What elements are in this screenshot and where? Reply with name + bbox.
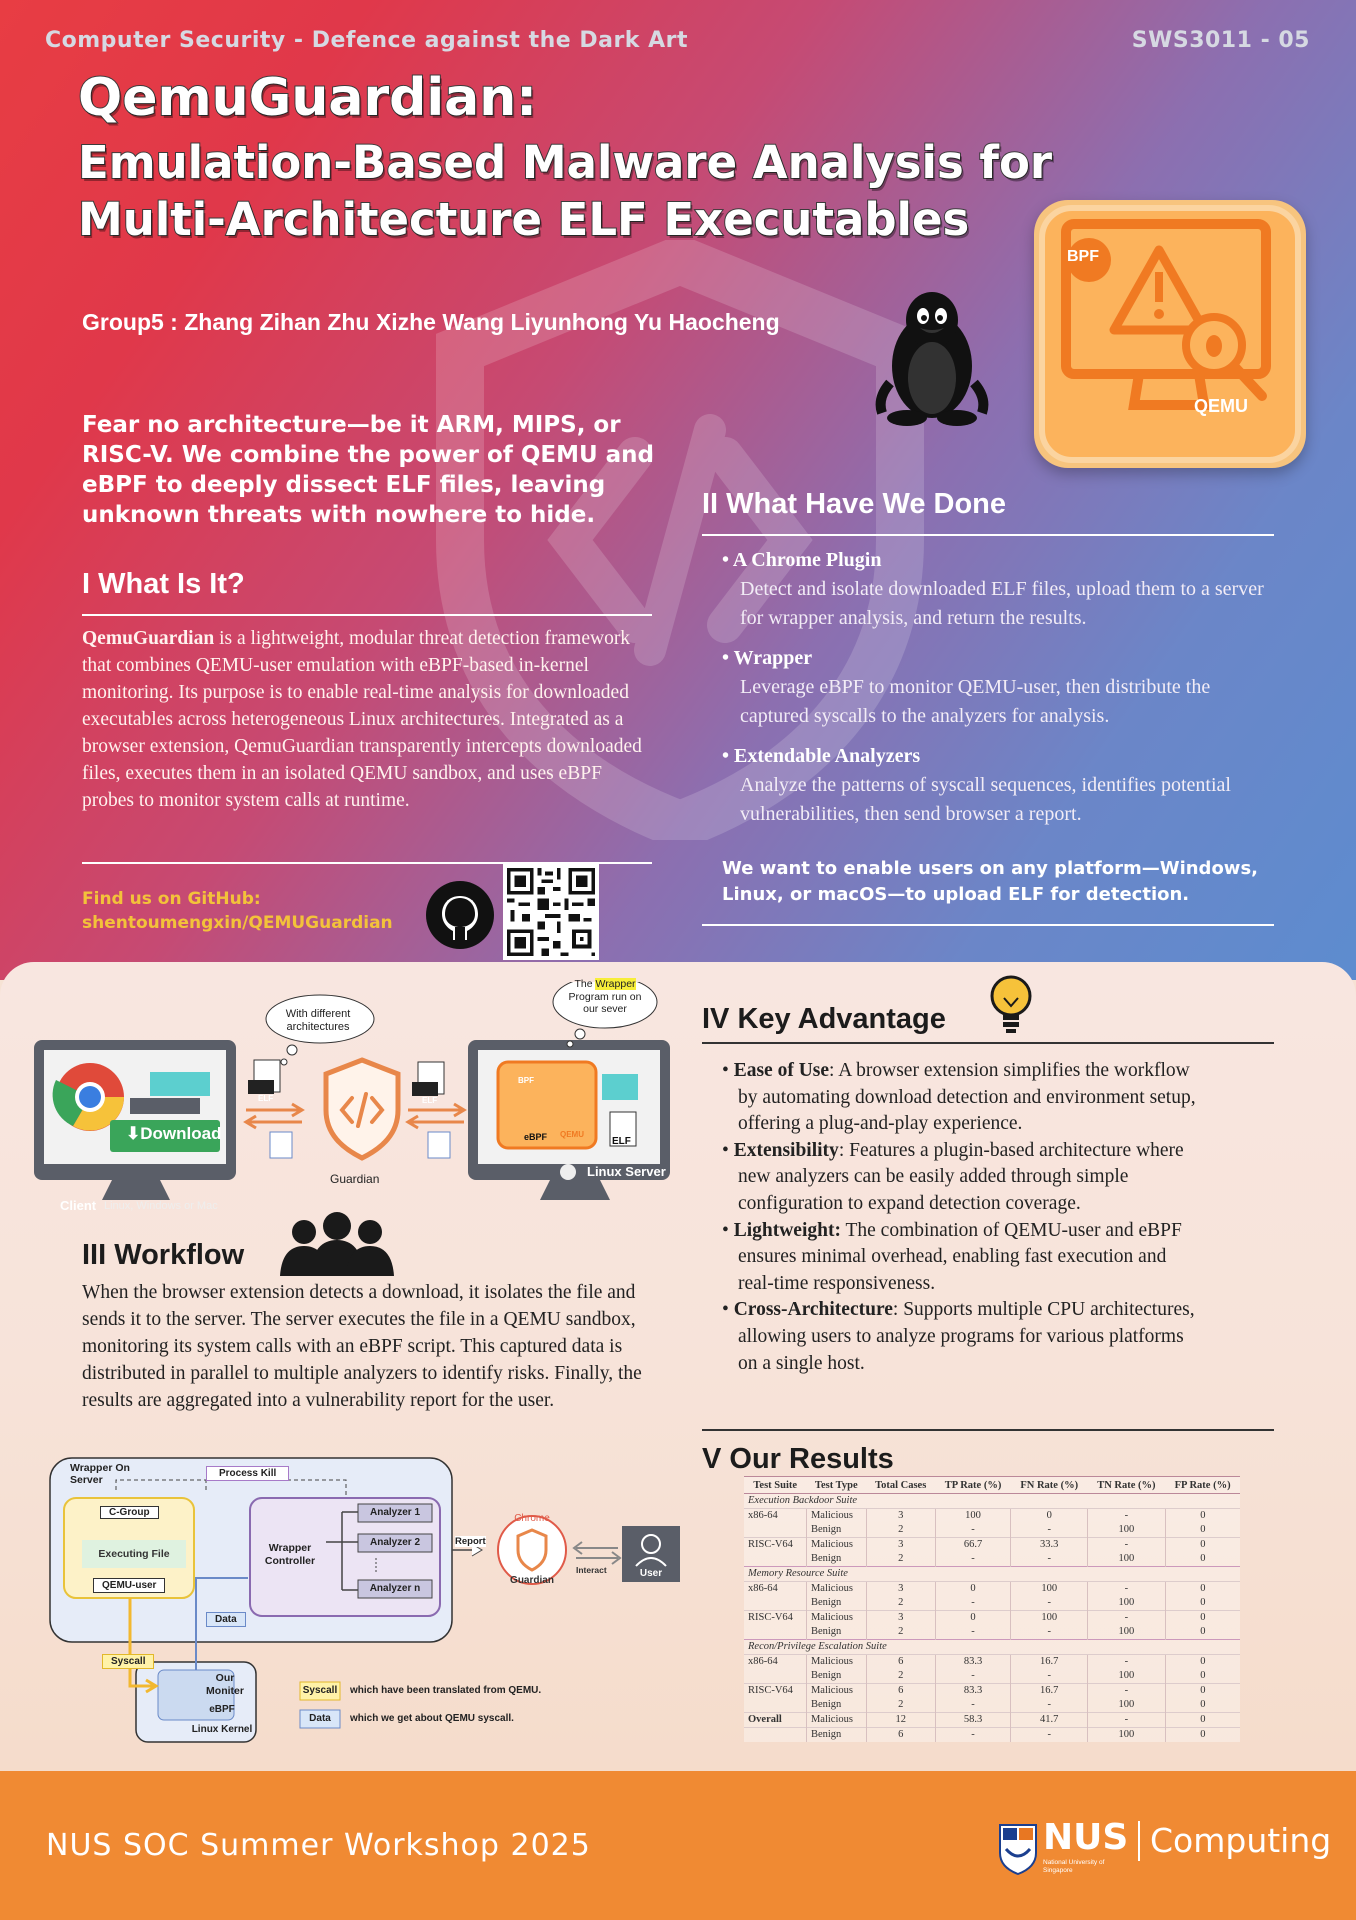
table-cell: -	[1011, 1523, 1088, 1538]
results-table	[744, 1476, 1240, 1742]
elf-label-server: ELF	[612, 1136, 631, 1147]
results-column-header: Total Cases	[866, 1477, 935, 1494]
table-cell: 0	[1165, 1523, 1240, 1538]
table-row	[744, 1552, 1240, 1567]
workshop-title: NUS SOC Summer Workshop 2025	[46, 1828, 591, 1863]
footer-divider	[1138, 1821, 1140, 1861]
table-cell: RISC-V64	[744, 1683, 806, 1698]
table-cell: 0	[1165, 1683, 1240, 1698]
table-cell: -	[1011, 1727, 1088, 1742]
table-cell: 3	[866, 1537, 935, 1552]
results-suite-name: Memory Resource Suite	[744, 1566, 1240, 1581]
done-item-title: • Wrapper	[722, 647, 813, 669]
title-main: QemuGuardian:	[78, 68, 538, 128]
table-cell: 2	[866, 1625, 935, 1640]
table-row-overall	[744, 1727, 1240, 1742]
advantage-item: • Lightweight: The combination of QEMU-user and eBPF ensures minimal overhead, enabling fast execution and real-time responsiveness.	[722, 1219, 1182, 1294]
table-cell: 100	[1088, 1669, 1166, 1684]
table-cell: 2	[866, 1552, 935, 1567]
done-item-text: Detect and isolate downloaded ELF files, upload them to a server for wrapper analysis, and return the results.	[740, 578, 1264, 629]
table-cell: 3	[866, 1581, 935, 1596]
nus-wordmark: NUS	[1043, 1817, 1129, 1858]
table-cell: -	[1088, 1508, 1166, 1523]
table-cell: 100	[1088, 1698, 1166, 1713]
advantage-item: • Extensibility: Features a plugin-based architecture where new analyzers can be easily added through simple configuration to expand detection coverage.	[722, 1139, 1184, 1214]
advantage-item: • Cross-Architecture: Supports multiple CPU architectures, allowing users to analyze programs for various platforms on a single host.	[722, 1299, 1195, 1374]
platform-statement: We want to enable users on any platform—Windows, Linux, or macOS—to upload ELF for detection.	[722, 858, 1258, 905]
done-item	[722, 745, 1282, 829]
table-row-overall	[744, 1712, 1240, 1727]
wrapper-on-server-label: Wrapper On Server	[70, 1462, 130, 1486]
table-cell: 2	[866, 1669, 935, 1684]
table-cell	[744, 1523, 806, 1538]
table-cell	[744, 1552, 806, 1567]
client-label: Client	[60, 1198, 97, 1213]
table-cell: 100	[1088, 1523, 1166, 1538]
qr-code	[503, 864, 599, 960]
table-cell: -	[935, 1698, 1010, 1713]
table-cell: 0	[1165, 1669, 1240, 1684]
tagline: Fear no architecture—be it ARM, MIPS, or RISC-V. We combine the power of QEMU and eBPF to deeply dissect ELF files, leaving unknown threats with nowhere to hide.	[82, 412, 655, 528]
legend-syscall-text: which have been translated from QEMU.	[350, 1685, 542, 1696]
title-sub-2: Multi-Architecture ELF Executables	[78, 193, 970, 246]
table-cell: x86-64	[748, 1583, 778, 1595]
table-cell: 0	[1165, 1537, 1240, 1552]
guardian-label: Guardian	[330, 1172, 380, 1186]
analyzer-2-box: Analyzer 2	[369, 1537, 421, 1548]
table-row	[744, 1654, 1240, 1669]
course-code: SWS3011 - 05	[1131, 28, 1310, 53]
table-cell: -	[1088, 1581, 1166, 1596]
interact-label: Interact	[576, 1565, 607, 1575]
section-3-heading: III Workflow	[82, 1239, 245, 1271]
table-cell: 12	[866, 1712, 935, 1727]
table-cell: 16.7	[1011, 1654, 1088, 1669]
computing-wordmark: Computing	[1150, 1821, 1332, 1860]
results-suite-row	[744, 1639, 1240, 1654]
table-cell	[744, 1727, 806, 1742]
table-cell: 100	[1011, 1610, 1088, 1625]
table-cell: 100	[1088, 1552, 1166, 1567]
results-column-header: TP Rate (%)	[935, 1477, 1010, 1494]
table-cell: Benign	[806, 1669, 866, 1684]
table-row	[744, 1625, 1240, 1640]
table-cell: 3	[866, 1508, 935, 1523]
done-item-title: • Extendable Analyzers	[722, 745, 921, 767]
monitor-warning-icon	[1034, 200, 1306, 468]
ebpf-kernel-label: eBPF	[209, 1704, 235, 1715]
table-cell: 2	[866, 1596, 935, 1611]
table-cell: Benign	[806, 1698, 866, 1713]
table-cell: x86-64	[748, 1656, 778, 1668]
qemu-bpf-logo	[1034, 200, 1306, 468]
workflow-diagram	[46, 1454, 686, 1744]
linux-penguin-icon	[872, 288, 992, 428]
table-cell: -	[1011, 1698, 1088, 1713]
section-5-heading: V Our Results	[702, 1443, 894, 1475]
ebpf-label-server: eBPF	[524, 1132, 548, 1142]
done-item-text: Leverage eBPF to monitor QEMU-user, then distribute the captured syscalls to the analyzers for analysis.	[740, 676, 1211, 727]
legend-data-text: which we get about QEMU syscall.	[350, 1713, 514, 1724]
table-cell: -	[935, 1625, 1010, 1640]
results-column-header: Test Suite	[744, 1477, 806, 1494]
table-row	[744, 1523, 1240, 1538]
nus-crest-icon	[998, 1823, 1038, 1875]
syscall-label: Syscall	[102, 1654, 154, 1669]
table-cell: 0	[1165, 1581, 1240, 1596]
table-cell: -	[1088, 1712, 1166, 1727]
download-button[interactable]: ⬇Download	[126, 1124, 222, 1143]
table-cell: 66.7	[935, 1537, 1010, 1552]
section-4-rule	[702, 1042, 1274, 1044]
table-cell: Overall	[744, 1712, 806, 1727]
table-cell: 83.3	[935, 1683, 1010, 1698]
results-suite-row	[744, 1566, 1240, 1581]
table-cell: 16.7	[1011, 1683, 1088, 1698]
product-name: QemuGuardian	[82, 628, 215, 649]
footer	[0, 1771, 1356, 1920]
table-cell	[744, 1698, 806, 1713]
table-cell: 0	[1165, 1727, 1240, 1742]
wrapper-controller-label: Wrapper Controller	[264, 1542, 316, 1567]
bubble-wrapper: The Wrapper Program run on our sever	[568, 978, 642, 1015]
table-cell: -	[935, 1727, 1010, 1742]
table-row	[744, 1669, 1240, 1684]
our-moniter-label: Our Moniter	[206, 1672, 244, 1697]
table-cell: -	[935, 1596, 1010, 1611]
authors: Group5 : Zhang Zihan Zhu Xizhe Wang Liyunhong Yu Haocheng	[82, 309, 780, 335]
results-suite-name: Recon/Privilege Escalation Suite	[744, 1639, 1240, 1654]
guardian-workflow-label: Guardian	[510, 1575, 554, 1586]
section-2-heading: II What Have We Done	[702, 488, 1007, 520]
table-cell: Benign	[806, 1727, 866, 1742]
logo-qemu-text: QEMU	[1194, 396, 1248, 416]
table-cell: Malicious	[806, 1508, 866, 1523]
people-icon	[270, 1212, 405, 1276]
analyzer-1-box: Analyzer 1	[369, 1507, 421, 1518]
table-cell: 100	[935, 1508, 1010, 1523]
section-2-rule-bottom	[702, 924, 1274, 926]
table-cell: Benign	[806, 1596, 866, 1611]
github-label: Find us on GitHub:	[82, 889, 261, 909]
lower-panel	[0, 962, 1356, 1772]
advantage-item: • Ease of Use: A browser extension simplifies the workflow by automating download detection and environment setup, offering a plug-and-play experience.	[722, 1060, 1196, 1135]
results-table-wrap	[744, 1476, 1240, 1742]
table-cell: Malicious	[806, 1683, 866, 1698]
chrome-label: Chrome	[514, 1513, 550, 1524]
table-cell: 0	[1165, 1552, 1240, 1567]
table-row	[744, 1683, 1240, 1698]
results-suite-row	[744, 1494, 1240, 1509]
done-item	[722, 549, 1282, 633]
table-cell: 0	[935, 1581, 1010, 1596]
table-cell: 0	[1165, 1625, 1240, 1640]
legend-syscall-key: Syscall	[302, 1685, 338, 1696]
table-cell: 58.3	[935, 1712, 1010, 1727]
executing-file-box: Executing File	[82, 1540, 186, 1568]
done-item-title: • A Chrome Plugin	[722, 549, 882, 571]
data-label: Data	[206, 1612, 246, 1627]
section-3-body: When the browser extension detects a download, it isolates the file and sends it to the server. The server executes the file in a QEMU sandbox, monitoring its system calls with an eBPF script. This captured data is distributed in parallel to multiple analyzers to identify risks. Finally, the results are aggregated into a vulnerability report for the user.	[82, 1282, 642, 1411]
linux-server-label: Linux Server	[587, 1164, 666, 1179]
logo-bpf-text: BPF	[1067, 248, 1099, 265]
table-cell: 0	[1165, 1712, 1240, 1727]
table-row	[744, 1596, 1240, 1611]
table-cell: 100	[1088, 1625, 1166, 1640]
table-cell: -	[1011, 1625, 1088, 1640]
table-cell: Benign	[806, 1523, 866, 1538]
analyzer-n-box: Analyzer n	[369, 1583, 421, 1594]
table-cell: -	[935, 1552, 1010, 1567]
results-column-header: FN Rate (%)	[1011, 1477, 1088, 1494]
table-cell: 0	[1165, 1654, 1240, 1669]
table-cell: 6	[866, 1654, 935, 1669]
course-name: Computer Security - Defence against the Dark Art	[45, 28, 688, 53]
table-cell: 100	[1088, 1727, 1166, 1742]
table-row	[744, 1508, 1240, 1523]
table-cell: 100	[1088, 1596, 1166, 1611]
table-cell: -	[1088, 1654, 1166, 1669]
table-cell: -	[1011, 1552, 1088, 1567]
section-1-rule	[82, 614, 652, 616]
table-cell: -	[1011, 1596, 1088, 1611]
table-cell: Malicious	[806, 1712, 866, 1727]
advantage-list	[722, 1058, 1202, 1377]
table-cell: Malicious	[806, 1654, 866, 1669]
section-4-rule-bottom	[702, 1429, 1274, 1431]
table-row	[744, 1610, 1240, 1625]
user-label: User	[639, 1568, 663, 1579]
done-item	[722, 647, 1282, 731]
elf-label-left: ELF	[258, 1094, 274, 1103]
cgroup-box: C-Group	[100, 1506, 159, 1519]
report-label: Report	[455, 1536, 486, 1547]
client-os-label: Linux, Windows or Mac	[104, 1200, 218, 1212]
results-column-header: FP Rate (%)	[1165, 1477, 1240, 1494]
table-cell: 6	[866, 1683, 935, 1698]
table-cell: -	[935, 1669, 1010, 1684]
elf-label-right: ELF	[422, 1096, 438, 1105]
results-column-header: Test Type	[806, 1477, 866, 1494]
table-row	[744, 1581, 1240, 1596]
done-list	[722, 549, 1282, 829]
done-item-text: Analyze the patterns of syscall sequences, identifies potential vulnerabilities, then send browser a report.	[740, 774, 1231, 825]
table-cell: 100	[1011, 1581, 1088, 1596]
table-cell: Benign	[806, 1552, 866, 1567]
table-cell	[744, 1596, 806, 1611]
results-header-row	[744, 1477, 1240, 1494]
legend-data-key: Data	[309, 1713, 331, 1724]
table-cell: RISC-V64	[744, 1537, 806, 1552]
table-cell: -	[1088, 1537, 1166, 1552]
bpf-label-server: BPF	[518, 1076, 534, 1085]
table-cell: -	[1011, 1669, 1088, 1684]
table-cell: Malicious	[806, 1537, 866, 1552]
github-repo-link[interactable]: shentoumengxin/QEMUGuardian	[82, 913, 393, 933]
table-cell: 83.3	[935, 1654, 1010, 1669]
github-icon[interactable]	[425, 880, 495, 950]
bubble-architectures: With different architectures	[285, 1008, 351, 1033]
table-cell: -	[1088, 1683, 1166, 1698]
qemu-label-server: QEMU	[560, 1130, 584, 1139]
table-cell: 33.3	[1011, 1537, 1088, 1552]
table-cell: -	[935, 1523, 1010, 1538]
table-cell: RISC-V64	[744, 1610, 806, 1625]
table-cell: x86-64	[748, 1510, 778, 1522]
table-row	[744, 1698, 1240, 1713]
table-cell: 0	[935, 1610, 1010, 1625]
section-4-heading: IV Key Advantage	[702, 1003, 946, 1035]
section-1-heading: I What Is It?	[82, 568, 245, 600]
table-cell: 0	[1165, 1508, 1240, 1523]
table-cell	[744, 1625, 806, 1640]
table-cell: 0	[1165, 1610, 1240, 1625]
table-row	[744, 1537, 1240, 1552]
nus-subtitle: National University of Singapore	[1043, 1859, 1105, 1874]
table-cell: 2	[866, 1523, 935, 1538]
table-cell: Benign	[806, 1625, 866, 1640]
table-cell: -	[1088, 1610, 1166, 1625]
table-cell: 6	[866, 1727, 935, 1742]
table-cell: Malicious	[806, 1610, 866, 1625]
title-sub-1: Emulation-Based Malware Analysis for	[78, 136, 1053, 189]
table-cell	[744, 1669, 806, 1684]
results-suite-name: Execution Backdoor Suite	[744, 1494, 1240, 1509]
qemu-user-box: QEMU-user	[93, 1578, 165, 1593]
lightbulb-icon	[988, 974, 1034, 1036]
process-kill-box: Process Kill	[206, 1466, 289, 1481]
section-1-body: QemuGuardian is a lightweight, modular threat detection framework that combines QEMU-user emulation with eBPF-based in-kernel monitoring. Its purpose is to enable real-time analysis for downloaded executables across heterogeneous Linux architectures. Integrated as a browser extension, QemuGuardian transparently intercepts downloaded files, executes them in an isolated QEMU sandbox, and uses eBPF probes to monitor system calls at runtime.	[82, 628, 642, 811]
table-cell: 41.7	[1011, 1712, 1088, 1727]
table-cell: 0	[1011, 1508, 1088, 1523]
linux-kernel-label: Linux Kernel	[191, 1724, 253, 1735]
section-2-rule	[702, 534, 1274, 536]
table-cell: 2	[866, 1698, 935, 1713]
results-column-header: TN Rate (%)	[1088, 1477, 1166, 1494]
table-cell: Malicious	[806, 1581, 866, 1596]
table-cell: 3	[866, 1610, 935, 1625]
table-cell: 0	[1165, 1698, 1240, 1713]
table-cell: 0	[1165, 1596, 1240, 1611]
